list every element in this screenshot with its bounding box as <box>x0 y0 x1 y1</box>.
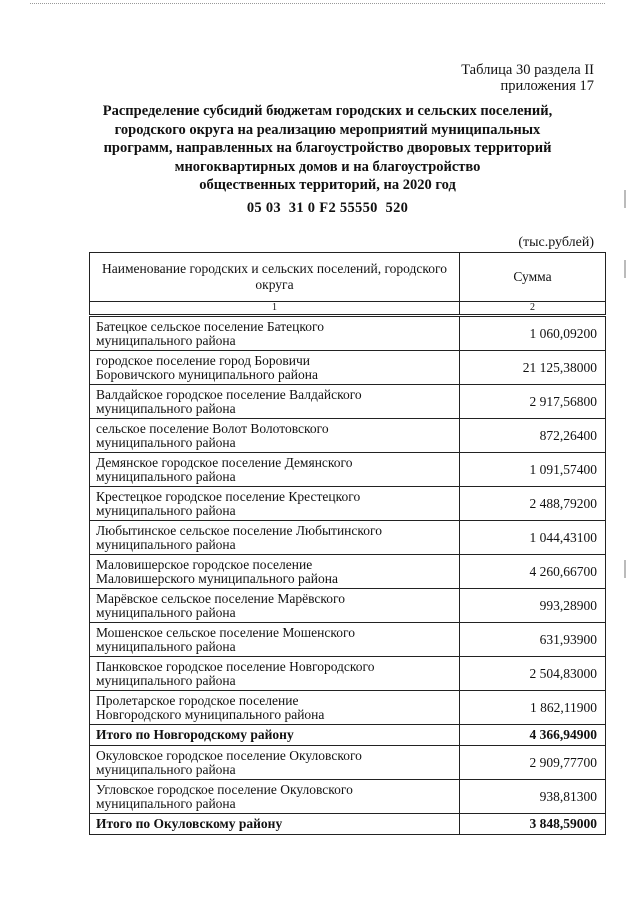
title-line-3: программ, направленных на благоустройство дворовых территорий <box>103 140 552 156</box>
subsidy-table <box>89 252 606 835</box>
settlement-name: сельское поселение Волот Волотовского муниципального района <box>90 419 460 453</box>
scan-edge-mark <box>624 260 626 278</box>
table-row <box>90 746 606 780</box>
settlement-name: Мошенское сельское поселение Мошенского муниципального района <box>90 623 460 657</box>
total-label: Итого по Новгородскому району <box>90 725 460 746</box>
settlement-name: Угловское городское поселение Окуловского муниципального района <box>90 780 460 814</box>
table-row <box>90 487 606 521</box>
table-row <box>90 657 606 691</box>
amount-value: 1 091,57400 <box>460 453 606 487</box>
table-row <box>90 385 606 419</box>
settlement-name: Панковское городское поселение Новгородского муниципального района <box>90 657 460 691</box>
table-row <box>90 521 606 555</box>
amount-value: 1 044,43100 <box>460 521 606 555</box>
amount-value: 4 260,66700 <box>460 555 606 589</box>
scan-edge-mark <box>624 560 626 578</box>
title-line-5: общественных территорий, на 2020 год <box>199 177 456 193</box>
column-header-amount: Сумма <box>460 253 606 302</box>
settlement-name: Пролетарское городское поселение Новгородского муниципального района <box>90 691 460 725</box>
budget-code: 05 03 31 0 F2 55550 520 <box>246 200 409 216</box>
settlement-name: Демянское городское поселение Демянского муниципального района <box>90 453 460 487</box>
settlement-name: Маловишерское городское поселение Маловишерского муниципального района <box>90 555 460 589</box>
settlement-name: городское поселение город Боровичи Боровичского муниципального района <box>90 351 460 385</box>
amount-value: 2 504,83000 <box>460 657 606 691</box>
settlement-name: Батецкое сельское поселение Батецкого муниципального района <box>90 316 460 351</box>
top-scan-line <box>30 3 605 4</box>
table-row <box>90 691 606 725</box>
amount-value: 2 917,56800 <box>460 385 606 419</box>
table-row <box>90 453 606 487</box>
settlement-name: Окуловское городское поселение Окуловского муниципального района <box>90 746 460 780</box>
document-title <box>60 102 595 195</box>
column-index-2: 2 <box>460 302 606 316</box>
ref-line-2: приложения 17 <box>500 78 594 94</box>
amount-value: 938,81300 <box>460 780 606 814</box>
amount-value: 631,93900 <box>460 623 606 657</box>
total-row-okulovka <box>90 814 606 835</box>
column-header-name: Наименование городских и сельских поселений, городского округа <box>90 253 460 302</box>
title-line-1: Распределение субсидий бюджетам городских и сельских поселений, <box>102 103 553 119</box>
total-row-novgorod <box>90 725 606 746</box>
table-row <box>90 623 606 657</box>
amount-value: 21 125,38000 <box>460 351 606 385</box>
table-row <box>90 351 606 385</box>
amount-value: 2 909,77700 <box>460 746 606 780</box>
settlement-name: Марёвское сельское поселение Марёвского муниципального района <box>90 589 460 623</box>
amount-value: 2 488,79200 <box>460 487 606 521</box>
settlement-name: Любытинское сельское поселение Любытинского муниципального района <box>90 521 460 555</box>
scan-edge-mark <box>624 190 626 208</box>
amount-value: 1 862,11900 <box>460 691 606 725</box>
table-row <box>90 780 606 814</box>
ref-line-1: Таблица 30 раздела II <box>461 62 594 78</box>
unit-label: (тыс.рублей) <box>518 235 594 250</box>
settlement-name: Крестецкое городское поселение Крестецкого муниципального района <box>90 487 460 521</box>
amount-value: 1 060,09200 <box>460 316 606 351</box>
amount-value: 872,26400 <box>460 419 606 453</box>
column-index-1: 1 <box>90 302 460 316</box>
table-reference <box>461 62 594 94</box>
table-row <box>90 316 606 351</box>
table-row <box>90 419 606 453</box>
total-value: 3 848,59000 <box>460 814 606 835</box>
total-value: 4 366,94900 <box>460 725 606 746</box>
amount-value: 993,28900 <box>460 589 606 623</box>
title-line-4: многоквартирных домов и на благоустройство <box>174 158 481 175</box>
settlement-name: Валдайское городское поселение Валдайского муниципального района <box>90 385 460 419</box>
total-label: Итого по Окуловскому району <box>90 814 460 835</box>
table-row <box>90 555 606 589</box>
table-row <box>90 589 606 623</box>
title-line-2: городского округа на реализацию мероприятий муниципальных <box>114 121 541 138</box>
